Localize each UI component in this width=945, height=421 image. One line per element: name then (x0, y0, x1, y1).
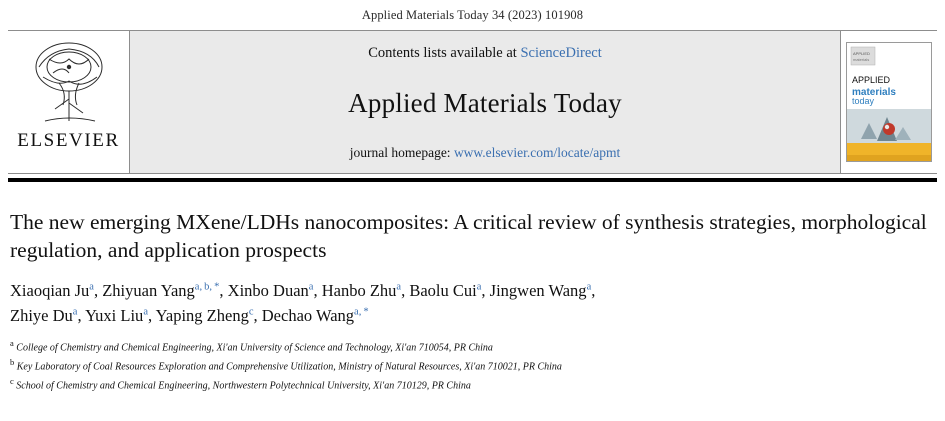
author-affil-marker: a, b, * (194, 281, 220, 293)
author-affil-marker: a (476, 281, 482, 293)
affiliation-marker: a (10, 338, 14, 349)
journal-info-band (130, 31, 841, 173)
publisher-logo (8, 31, 130, 173)
author-affil-marker: a (396, 281, 402, 293)
homepage-prefix: journal homepage: (349, 145, 451, 160)
author-line-2: Zhiye Du$^a$, Yuxi Liu$^a$, Yaping Zheng$^c$, Dechao Wang$^{a, *}$ (10, 305, 369, 325)
svg-text:APPLIED: APPLIED (852, 75, 891, 85)
article-title: The new emerging MXene/LDHs nanocomposites: A critical review of synthesis strategies, morphological regulation, and application prospects (10, 210, 927, 263)
affiliation-marker: b (10, 357, 15, 368)
author-affil-marker: a (308, 281, 314, 293)
affiliation-text: Key Laboratory of Coal Resources Exploration and Comprehensive Utilization, Ministry of Natural Resources, Xi'an 710021, PR China (16, 361, 562, 373)
journal-cover-thumbnail (841, 31, 937, 173)
elsevier-tree-icon (19, 37, 119, 129)
author-item[interactable]: Zhiye Du$^a$ (10, 305, 78, 325)
author-item[interactable]: Yuxi Liu$^a$ (85, 305, 148, 325)
article-header (10, 208, 935, 394)
affiliation-item (10, 356, 935, 375)
author-item[interactable]: Xiaoqian Ju$^a$ (10, 280, 94, 300)
journal-title: Applied Materials Today (348, 88, 622, 118)
author-affil-marker: a (586, 281, 592, 293)
journal-homepage-line (350, 145, 621, 161)
author-item[interactable]: Xinbo Duan$^a$ (227, 280, 314, 300)
author-affil-marker: a (89, 281, 94, 293)
author-line-1: Xiaoqian Ju$^a$, Zhiyuan Yang$^{a, b, *}$, Xinbo Duan$^a$, Hanbo Zhu$^a$, Baolu Cui$^a$, Jingwen Wang$^a$, (10, 280, 596, 300)
journal-cover-image (846, 42, 932, 162)
affiliation-item (10, 337, 935, 356)
publisher-name: ELSEVIER (17, 130, 120, 151)
affiliation-marker: c (10, 375, 14, 386)
svg-text:materials: materials (852, 87, 896, 98)
journal-masthead (8, 30, 937, 174)
sciencedirect-link[interactable]: ScienceDirect (520, 45, 602, 61)
affiliation-list (10, 337, 935, 393)
author-item[interactable]: Dechao Wang$^{a, *}$ (261, 305, 369, 325)
journal-homepage-link[interactable]: www.elsevier.com/locate/apmt (453, 145, 621, 160)
contents-prefix: Contents lists available at (368, 45, 517, 61)
svg-text:APPLIED: APPLIED (853, 51, 870, 56)
affiliation-item (10, 375, 935, 394)
running-head: Applied Materials Today 34 (2023) 101908 (361, 8, 584, 22)
author-list (10, 279, 935, 329)
author-item[interactable]: Hanbo Zhu$^a$ (321, 280, 402, 300)
svg-text:materials: materials (853, 57, 870, 62)
author-item[interactable]: Yaping Zheng$^c$ (155, 305, 254, 325)
author-item[interactable]: Jingwen Wang$^a$ (489, 280, 592, 300)
author-item[interactable]: Baolu Cui$^a$ (409, 280, 482, 300)
author-item[interactable]: Zhiyuan Yang$^{a, b, *}$ (102, 280, 220, 300)
affiliation-text: School of Chemistry and Chemical Engineering, Northwestern Polytechnical University, Xi'an 710129, PR China (16, 380, 471, 392)
author-affil-marker: c (248, 306, 254, 317)
author-affil-marker: a (143, 306, 148, 317)
masthead-bottom-rule (8, 178, 937, 182)
author-affil-marker: a, * (354, 306, 369, 317)
svg-text:today: today (852, 96, 875, 106)
author-affil-marker: a (72, 306, 78, 317)
affiliation-text: College of Chemistry and Chemical Engineering, Xi'an University of Science and Technology, Xi'an 710054, PR China (16, 342, 493, 354)
contents-available-line (368, 45, 602, 62)
